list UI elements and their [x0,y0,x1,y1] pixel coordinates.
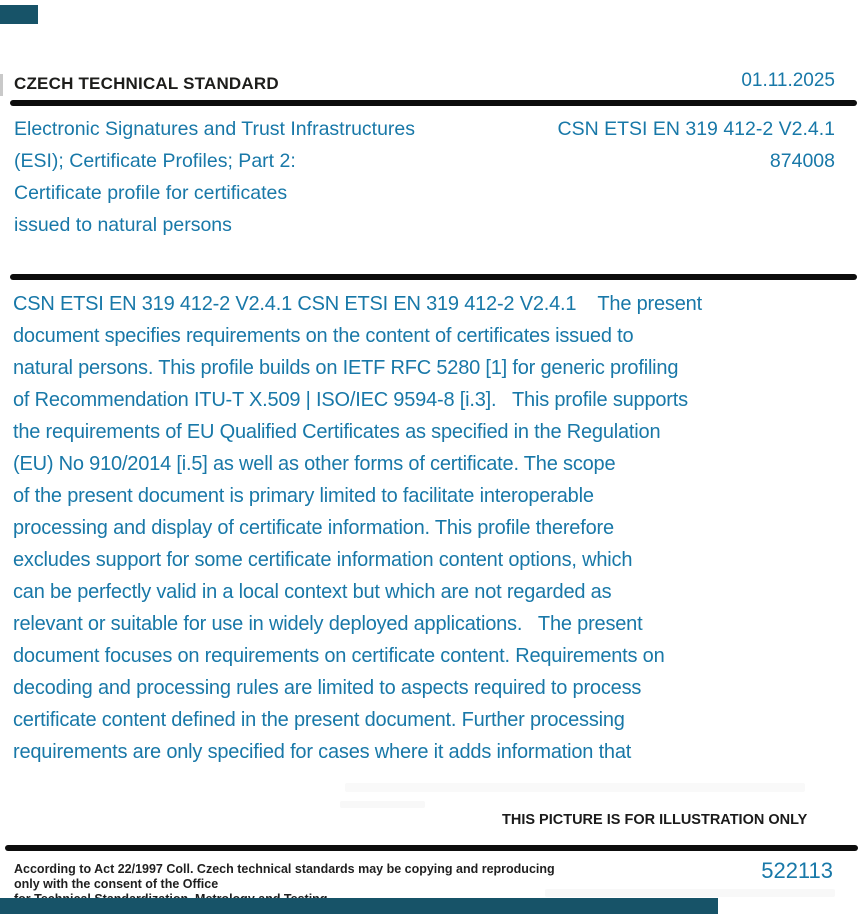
watermark-artifact [545,889,835,897]
brand-teal-bottom-bar [0,898,718,914]
abstract-line: document specifies requirements on the content of certificates issued to [13,325,634,347]
title-divider [10,274,857,280]
abstract-line: the requirements of EU Qualified Certificates as specified in the Regulation [13,421,661,443]
watermark-artifact [345,783,805,792]
abstract-line: of Recommendation ITU-T X.509 | ISO/IEC 9594-8 [i.3]. This profile supports [13,389,688,411]
abstract-line: of the present document is primary limited to facilitate interoperable [13,485,594,507]
catalog-number: 874008 [769,150,835,172]
abstract-line: document focuses on requirements on certificate content. Requirements on [13,645,665,667]
illustration-only-notice: THIS PICTURE IS FOR ILLUSTRATION ONLY [502,812,808,828]
abstract-line: CSN ETSI EN 319 412-2 V2.4.1 CSN ETSI EN 319 412-2 V2.4.1 The present [13,293,702,315]
brand-teal-square [0,5,38,24]
abstract-line: can be perfectly valid in a local context but which are not regarded as [13,581,612,603]
document-number: 522113 [761,858,833,883]
header-divider [10,100,857,106]
abstract-line: natural persons. This profile builds on IETF RFC 5280 [1] for generic profiling [13,357,679,379]
copyright-line: According to Act 22/1997 Coll. Czech technical standards may be copying and reproducing only with the consent of the Office [14,862,555,891]
document-title-line: (ESI); Certificate Profiles; Part 2: [14,150,296,172]
watermark-artifact [340,801,425,808]
abstract-line: decoding and processing rules are limited to aspects required to process [13,677,642,699]
abstract-line: excludes support for some certificate information content options, which [13,549,633,571]
abstract-line: relevant or suitable for use in widely deployed applications. The present [13,613,643,635]
footer-divider [5,845,858,851]
document-title-line: Certificate profile for certificates [14,182,288,204]
page-title: CZECH TECHNICAL STANDARD [14,74,279,93]
effective-date: 01.11.2025 [741,70,835,91]
document-title [14,113,415,241]
abstract-text [13,288,702,768]
abstract-line: processing and display of certificate information. This profile therefore [13,517,614,539]
abstract-line: (EU) No 910/2014 [i.5] as well as other forms of certificate. The scope [13,453,616,475]
document-reference [558,113,835,177]
document-title-line: issued to natural persons [14,214,232,236]
abstract-line: certificate content defined in the present document. Further processing [13,709,625,731]
abstract-line: requirements are only specified for cases where it adds information that [13,741,632,763]
page-edge-artifact [0,74,3,96]
standard-designation: CSN ETSI EN 319 412-2 V2.4.1 [557,118,835,140]
document-title-line: Electronic Signatures and Trust Infrastructures [14,118,416,140]
